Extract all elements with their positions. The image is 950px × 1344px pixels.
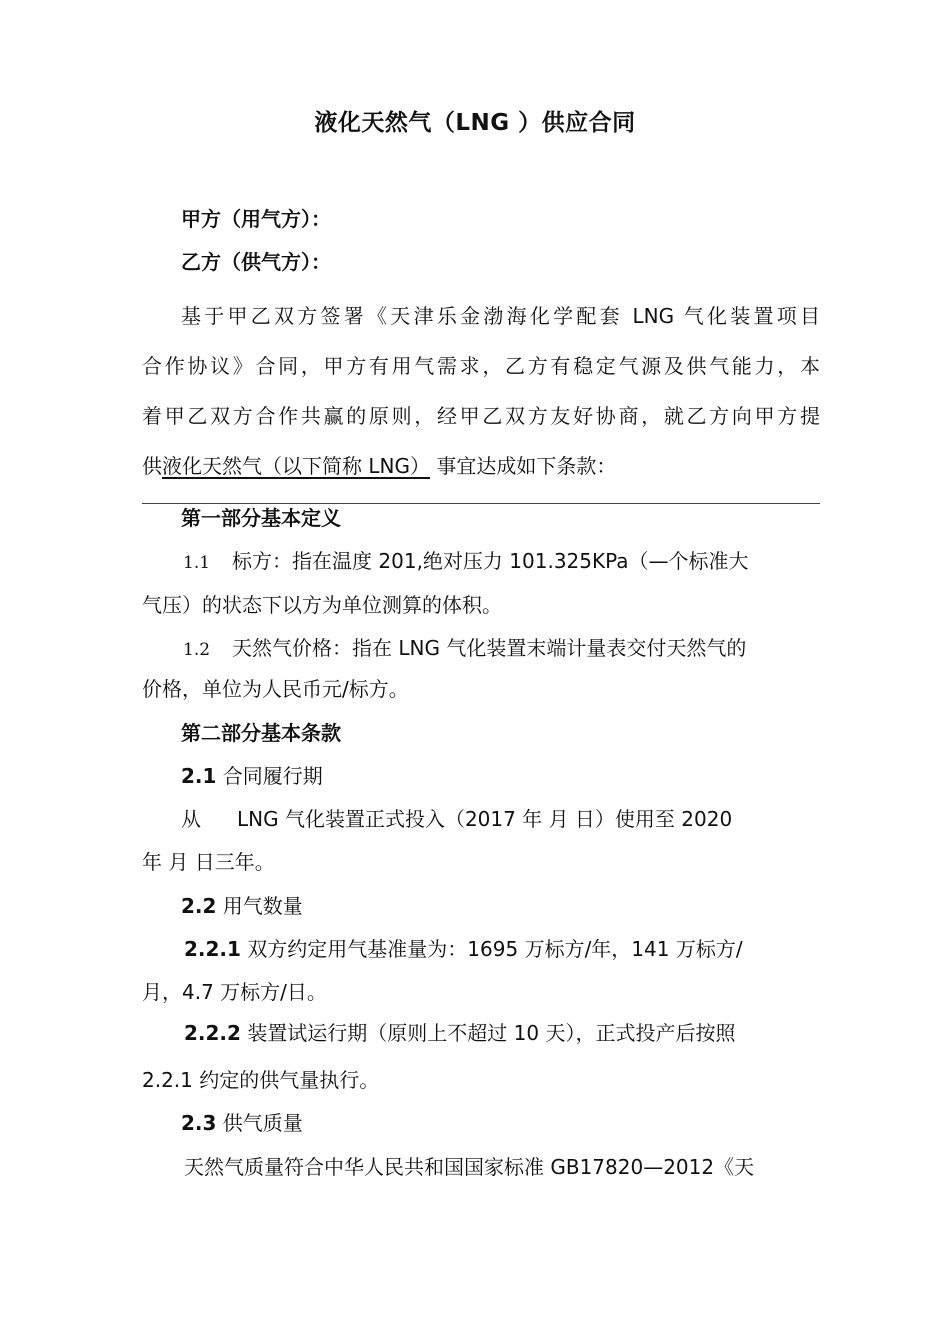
clause-2-1-period: LNG 气化装置正式投入（2017 年 月 日）使用至 2020 [237,807,733,831]
intro-line-4 [142,451,822,481]
def-1-1-line-2: 气压）的状态下以方为单位测算的体积。 [142,593,502,617]
clause-2-2-2-line-1 [184,1018,820,1048]
clause-2-2-1-line-1 [184,934,820,964]
clause-2-1-label: 合同履行期 [222,764,323,788]
clause-2-2-heading [181,891,861,921]
part2-heading: 第二部分基本条款 [181,721,341,745]
document-title: 液化天然气（LNG ）供应合同 [314,110,636,136]
clause-2-1-heading [181,761,861,791]
def-1-1-line-1 [183,546,820,578]
def-1-2-number: 1.2 [183,640,211,660]
clause-2-2-1-line-2: 月，4.7 万标方/日。 [142,980,327,1004]
clause-2-3-heading [181,1108,861,1138]
clause-2-3-number: 2.3 [181,1111,217,1135]
intro-line-4-post: 事宜达成如下条款： [436,454,617,478]
def-1-2-text: 天然气价格：指在 LNG 气化装置末端计量表交付天然气的 [232,636,747,660]
intro-line-2: 合作协议》合同，甲方有用气需求，乙方有稳定气源及供气能力，本 [142,354,820,378]
clause-2-2-2-number: 2.2.2 [184,1021,241,1045]
intro-line-1: 基于甲乙双方签署《天津乐金渤海化学配套 LNG 气化装置项目 [181,304,820,328]
clause-2-2-number: 2.2 [181,894,217,918]
clause-2-1-line-2: 年 月 日三年。 [142,850,275,874]
def-1-1-number: 1.1 [183,553,211,573]
clause-2-2-2-text: 装置试运行期（原则上不超过 10 天），正式投产后按照 [247,1021,736,1045]
intro-line-3: 着甲乙双方合作共赢的原则，经甲乙双方友好协商，就乙方向甲方提 [142,404,820,428]
def-1-2-line-1 [183,633,820,665]
party-a-label: 甲方（用气方）： [181,207,331,231]
party-b-label: 乙方（供气方）： [181,250,331,274]
clause-2-2-1-text: 双方约定用气基准量为：1695 万标方/年，141 万标方/ [247,937,743,961]
def-1-2-line-2: 价格，单位为人民币元/标方。 [142,677,409,701]
clause-2-1-from: 从 [181,807,201,831]
underlined-term: 液化天然气（以下简称 LNG） [162,454,430,478]
clause-2-1-number: 2.1 [181,764,217,788]
intro-line-4-pre: 供 [142,454,162,478]
clause-2-3-line-1: 天然气质量符合中华人民共和国国家标准 GB17820—2012《天 [184,1155,755,1179]
clause-2-2-2-line-2: 2.2.1 约定的供气量执行。 [142,1068,380,1092]
part1-heading: 第一部分基本定义 [181,506,341,530]
clause-2-3-label: 供气质量 [222,1111,303,1135]
clause-2-1-line-1 [181,804,861,834]
clause-2-2-1-number: 2.2.1 [184,937,241,961]
def-1-1-text: 标方：指在温度 201,绝对压力 101.325KPa（—个标准大 [232,549,749,573]
clause-2-2-label: 用气数量 [222,894,303,918]
